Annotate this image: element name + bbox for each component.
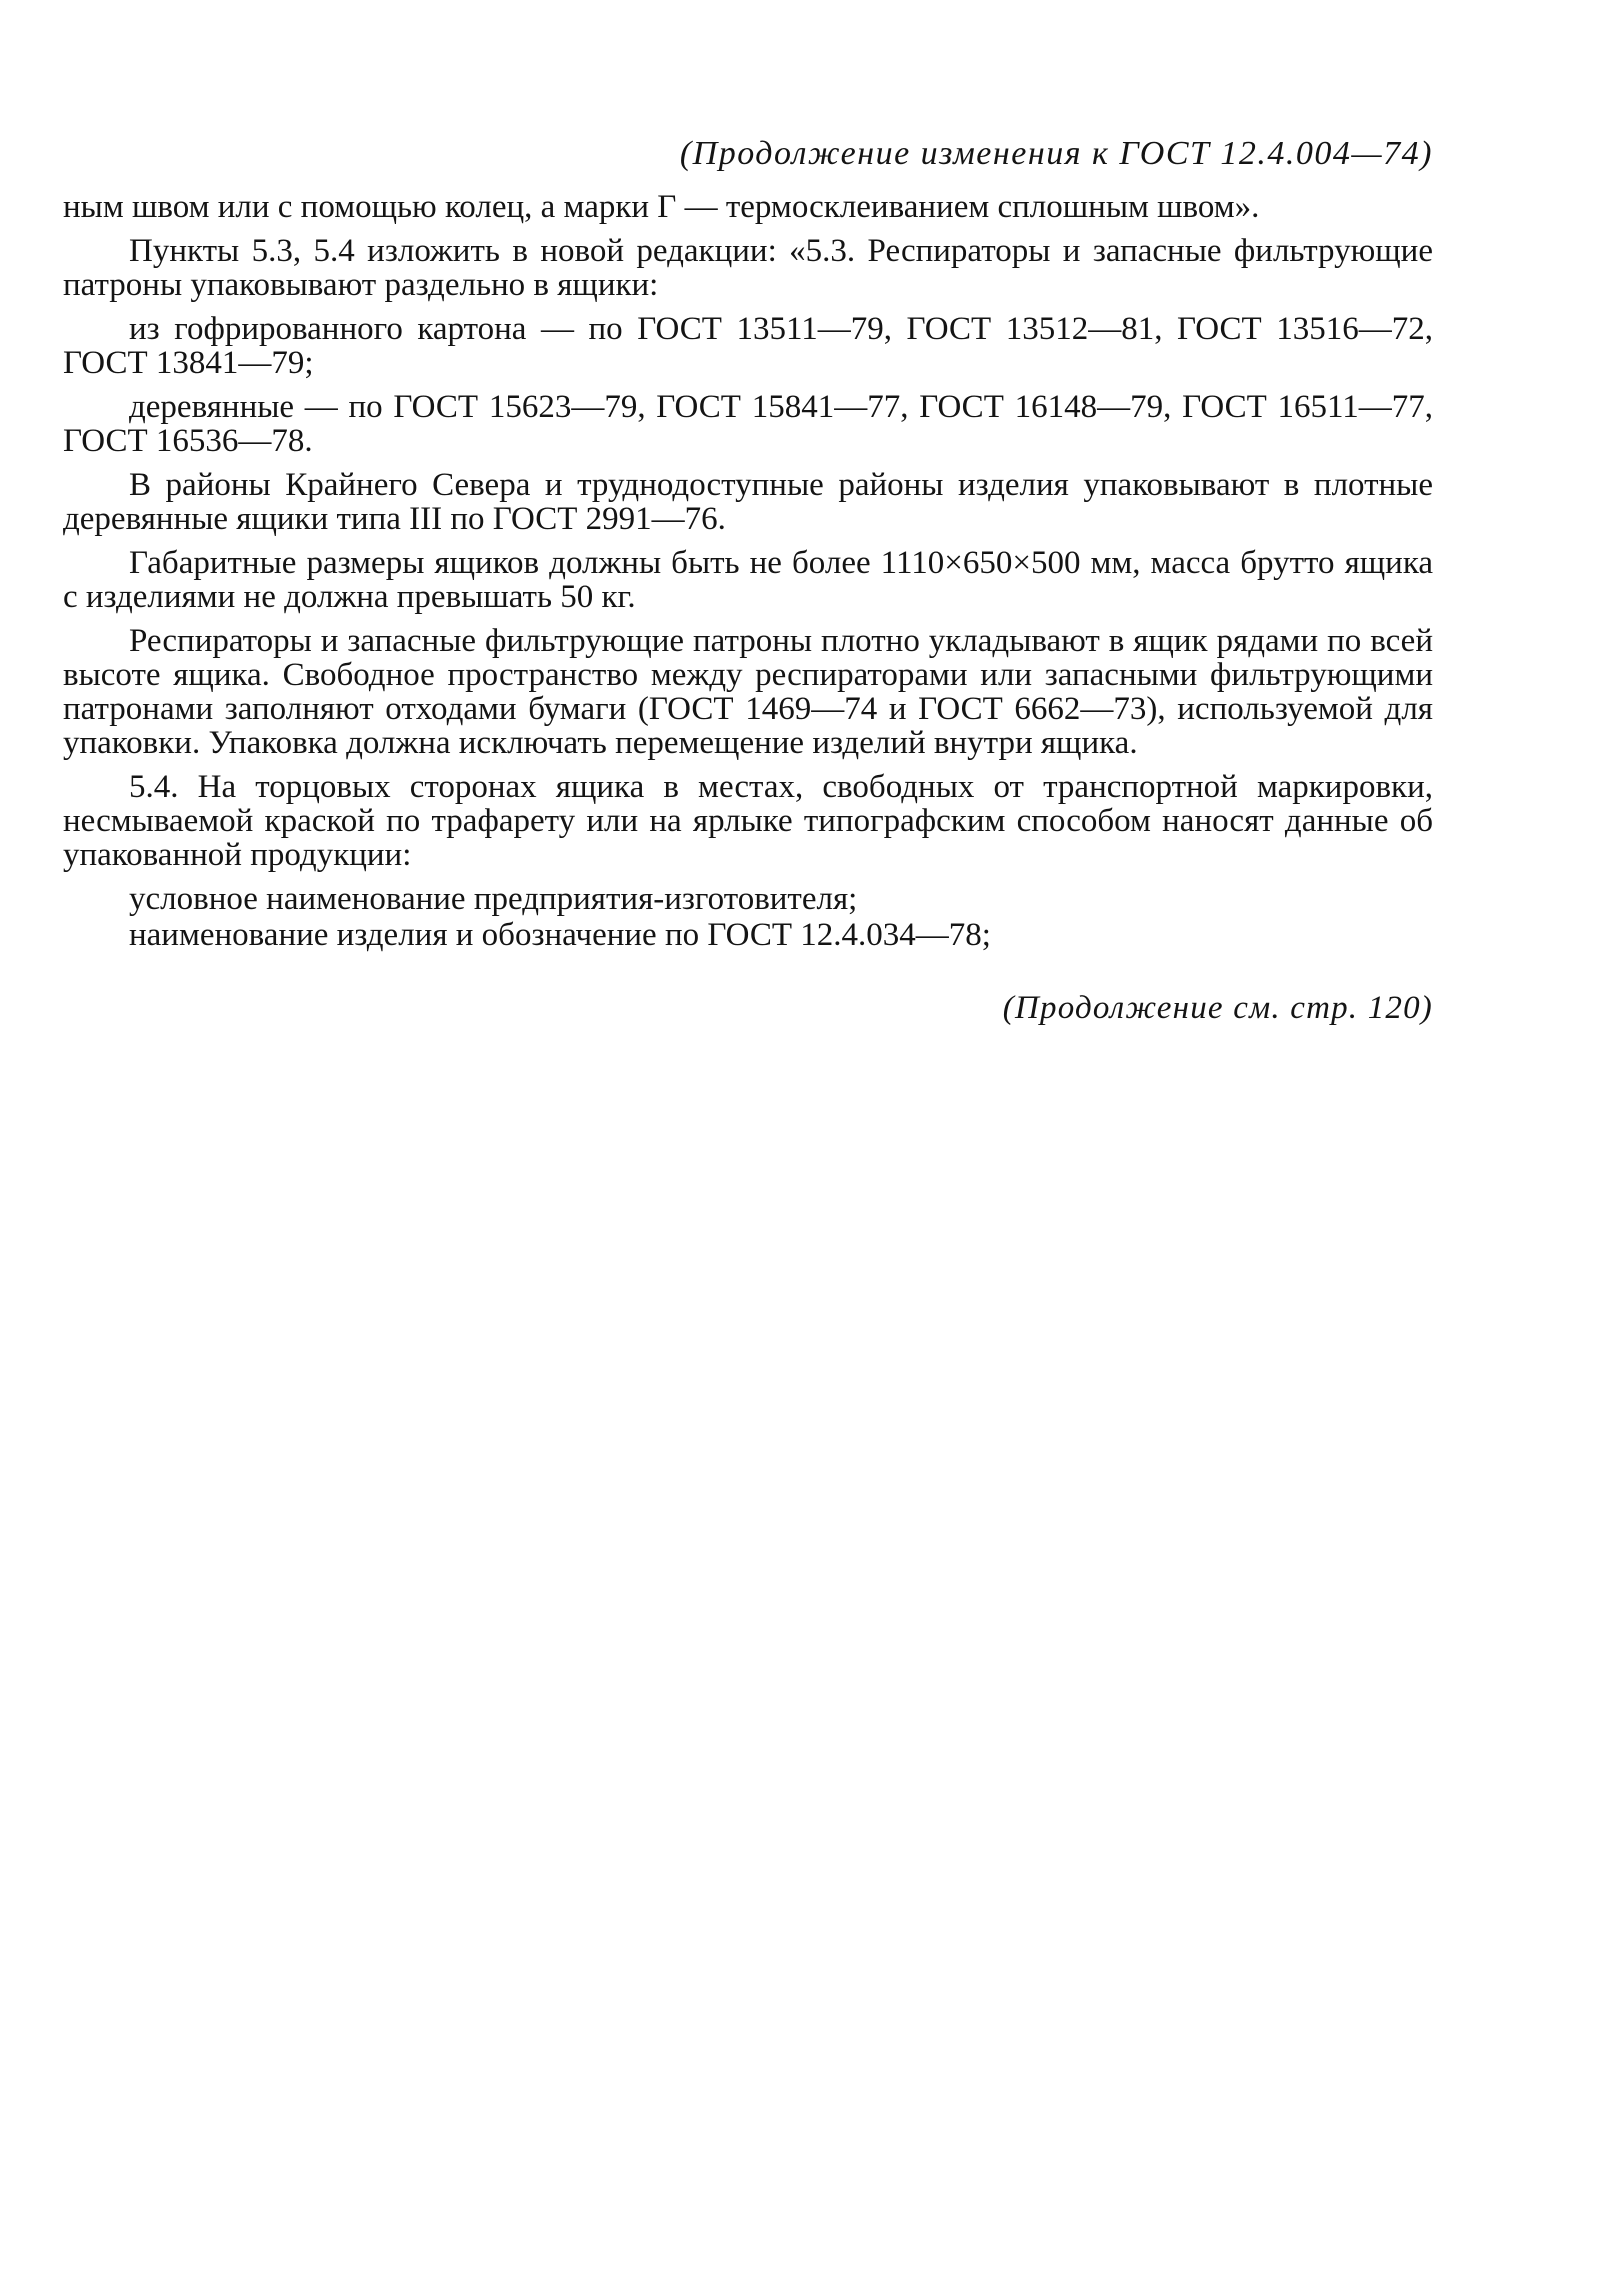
paragraph-item-5-4: 5.4. На торцовых сторонах ящика в местах, свободных от транспортной маркировки, несмываемой краской по трафарету или на ярлыке типографским способом наносят данные об упакованной продукции: <box>63 769 1433 873</box>
paragraph-dimensions: Габаритные размеры ящиков должны быть не более 1110×650×500 мм, масса брутто ящика с изделиями не должна превышать 50 кг. <box>63 545 1433 615</box>
document-body <box>63 190 1433 962</box>
continuation-header: (Продолжение изменения к ГОСТ 12.4.004—74) <box>679 135 1433 172</box>
paragraph-far-north: В районы Крайнего Севера и труднодоступные районы изделия упаковывают в плотные деревянные ящики типа III по ГОСТ 2991—76. <box>63 467 1433 537</box>
paragraph-manufacturer-name: условное наименование предприятия-изготовителя; <box>129 881 858 917</box>
paragraph-items-5-3-5-4: Пункты 5.3, 5.4 изложить в новой редакции: «5.3. Респираторы и запасные фильтрующие патроны упаковывают раздельно в ящики: <box>63 233 1433 303</box>
paragraph-wooden-boxes: деревянные — по ГОСТ 15623—79, ГОСТ 15841—77, ГОСТ 16148—79, ГОСТ 16511—77, ГОСТ 16536—78. <box>63 389 1433 459</box>
paragraph-product-name: наименование изделия и обозначение по ГОСТ 12.4.034—78; <box>129 917 991 953</box>
paragraph-continuation: ным швом или с помощью колец, а марки Г — термосклеиванием сплошным швом». <box>63 189 1260 225</box>
continuation-footer: (Продолжение см. стр. 120) <box>1002 990 1433 1026</box>
paragraph-cardboard-boxes: из гофрированного картона — по ГОСТ 13511—79, ГОСТ 13512—81, ГОСТ 13516—72, ГОСТ 13841—79; <box>63 311 1433 381</box>
paragraph-packing: Респираторы и запасные фильтрующие патроны плотно укладывают в ящик рядами по всей высоте ящика. Свободное пространство между респираторами или запасными фильтрующими патронами заполняют отходами бумаги (ГОСТ 1469—74 и ГОСТ 6662—73), используемой для упаковки. Упаковка должна исключать перемещение изделий внутри ящика. <box>63 623 1433 761</box>
